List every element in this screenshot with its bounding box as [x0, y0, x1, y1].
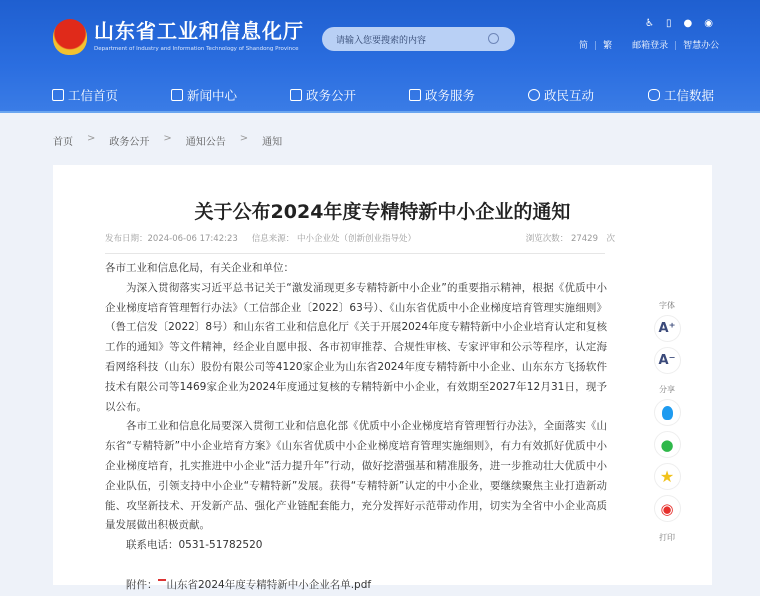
- info-source: 信息来源： 中小企业处（创新创业指导处）: [251, 234, 416, 244]
- nav-gov-affairs[interactable]: 政务公开: [290, 86, 356, 104]
- nav-news[interactable]: 新闻中心: [171, 86, 237, 104]
- interaction-icon: [528, 89, 540, 101]
- article-body: [105, 259, 607, 596]
- article-title: 关于公布2024年度专精特新中小企业的通知: [194, 201, 571, 223]
- article-card: [53, 165, 712, 591]
- database-icon: [648, 89, 660, 101]
- weibo-icon[interactable]: ◉: [704, 18, 713, 29]
- view-count: 浏览次数： 27429 次: [525, 234, 615, 244]
- traditional-link[interactable]: 繁: [603, 41, 613, 51]
- breadcrumb-gov-affairs[interactable]: 政务公开: [109, 137, 150, 148]
- paragraph: 为深入贯彻落实习近平总书记关于“激发涌现更多专精特新中小企业”的重要指示精神，根据《优质中小企业梯度培育管理暂行办法》（工信部企业〔2022〕63号）、《山东省优质中小企业梯度培育管理实施细则》（鲁工信发〔2022〕8号）和山东省工业和信息化厅《关于开展2024年度专精特新中小企业培育认定和复核工作的通知》等文件精神，经企业自愿申报、各市初审推荐、合规性审核、专家评审和公示等程序，认定海看网络科技（山东）股份有限公司等4120家企业为山东省2024年度专精特新中小企业、山东东方飞扬软件技术有限公司等1469家企业为2024年度通过复核的专精特新中小企业，有效期至2027年12月31日，现予以公布。: [105, 281, 607, 413]
- nav-data[interactable]: 工信数据: [648, 86, 714, 104]
- site-subtitle: Department of Industry and Information Technology of Shandong Province: [94, 46, 299, 52]
- font-decrease-button[interactable]: A⁻: [654, 347, 681, 374]
- share-qzone-button[interactable]: [654, 463, 681, 490]
- national-emblem-logo: [53, 19, 87, 55]
- font-increase-button[interactable]: A⁺: [654, 315, 681, 342]
- nav-home[interactable]: 工信首页: [52, 86, 118, 104]
- service-icon: [409, 89, 421, 101]
- accessibility-icon[interactable]: ♿: [645, 18, 654, 29]
- search-input[interactable]: [322, 27, 515, 51]
- search-icon[interactable]: [488, 33, 499, 44]
- breadcrumb-home[interactable]: 首页: [53, 137, 73, 148]
- paragraph: 各市工业和信息化局要深入贯彻工业和信息化部《优质中小企业梯度培育管理暂行办法》，全面落实《山东省“专精特新”中小企业培育方案》《山东省优质中小企业梯度培育管理实施细则》，有力有效抓好优质中小企业梯度培育，扎实推进中小企业“活力提升年”行动，做好挖潜强基和精准服务，进一步推动壮大优质中小企业队伍，引领支持中小企业“专精特新”发展。获得“专精特新”认定的中小企业，要继续聚焦主业打造新动能、攻坚新技术、开发新产品、强化产业链配套能力，充分发挥好示范带动作用，切实为全省中小企业高质量发展做出积极贡献。: [105, 420, 607, 532]
- mobile-icon[interactable]: ▯: [665, 18, 672, 29]
- smart-office-link[interactable]: 智慧办公: [683, 41, 720, 51]
- attachment-link[interactable]: 山东省2024年度专精特新中小企业名单.pdf: [166, 578, 372, 591]
- home-icon: [52, 89, 64, 101]
- monitor-icon: [290, 89, 302, 101]
- divider: [105, 253, 605, 254]
- wechat-icon[interactable]: ●: [683, 18, 693, 29]
- news-icon: [171, 89, 183, 101]
- breadcrumb-notice[interactable]: 通知: [262, 137, 283, 148]
- nav-interaction[interactable]: 政民互动: [528, 86, 594, 104]
- wechat-icon: ●: [660, 435, 674, 454]
- qq-icon: [662, 406, 673, 420]
- print-label: 打印: [659, 533, 675, 542]
- simplified-link[interactable]: 简: [579, 41, 589, 51]
- site-header: 山东省工业和信息化厅 Department of Industry and Information Technology of Shandong Province 请输入您要搜索的内容 ♿ ▯ ● ◉ 简 | 繁 邮箱登录 | 智慧办公 工信首页 新闻中心 政务公开 政务服务 政民互动 工信数据: [0, 0, 760, 113]
- share-label: 分享: [659, 385, 675, 394]
- search-placeholder: 请输入您要搜索的内容: [336, 36, 427, 46]
- email-login-link[interactable]: 邮箱登录: [632, 41, 669, 51]
- nav-gov-service[interactable]: 政务服务: [409, 86, 475, 104]
- salutation: 各市工业和信息化局，有关企业和单位：: [105, 262, 294, 274]
- attachment: 附件： 山东省2024年度专精特新中小企业名单.pdf: [126, 578, 372, 591]
- publish-date: 发布日期：2024-06-06 17:42:23: [105, 234, 238, 244]
- share-qq-button[interactable]: [654, 399, 681, 426]
- share-wechat-button[interactable]: [654, 431, 681, 458]
- breadcrumb: 首页 > 政务公开 > 通知公告 > 通知: [53, 133, 283, 148]
- weibo-icon: ◉: [660, 499, 674, 518]
- pdf-icon: [158, 579, 166, 588]
- star-icon: ★: [659, 467, 675, 486]
- breadcrumb-notices[interactable]: 通知公告: [185, 137, 226, 148]
- side-toolbar: [651, 300, 683, 547]
- contact-phone: 联系电话：0531-51782520: [126, 539, 263, 552]
- font-label: 字体: [659, 301, 675, 310]
- site-title[interactable]: 山东省工业和信息化厅: [94, 19, 304, 43]
- share-weibo-button[interactable]: [654, 495, 681, 522]
